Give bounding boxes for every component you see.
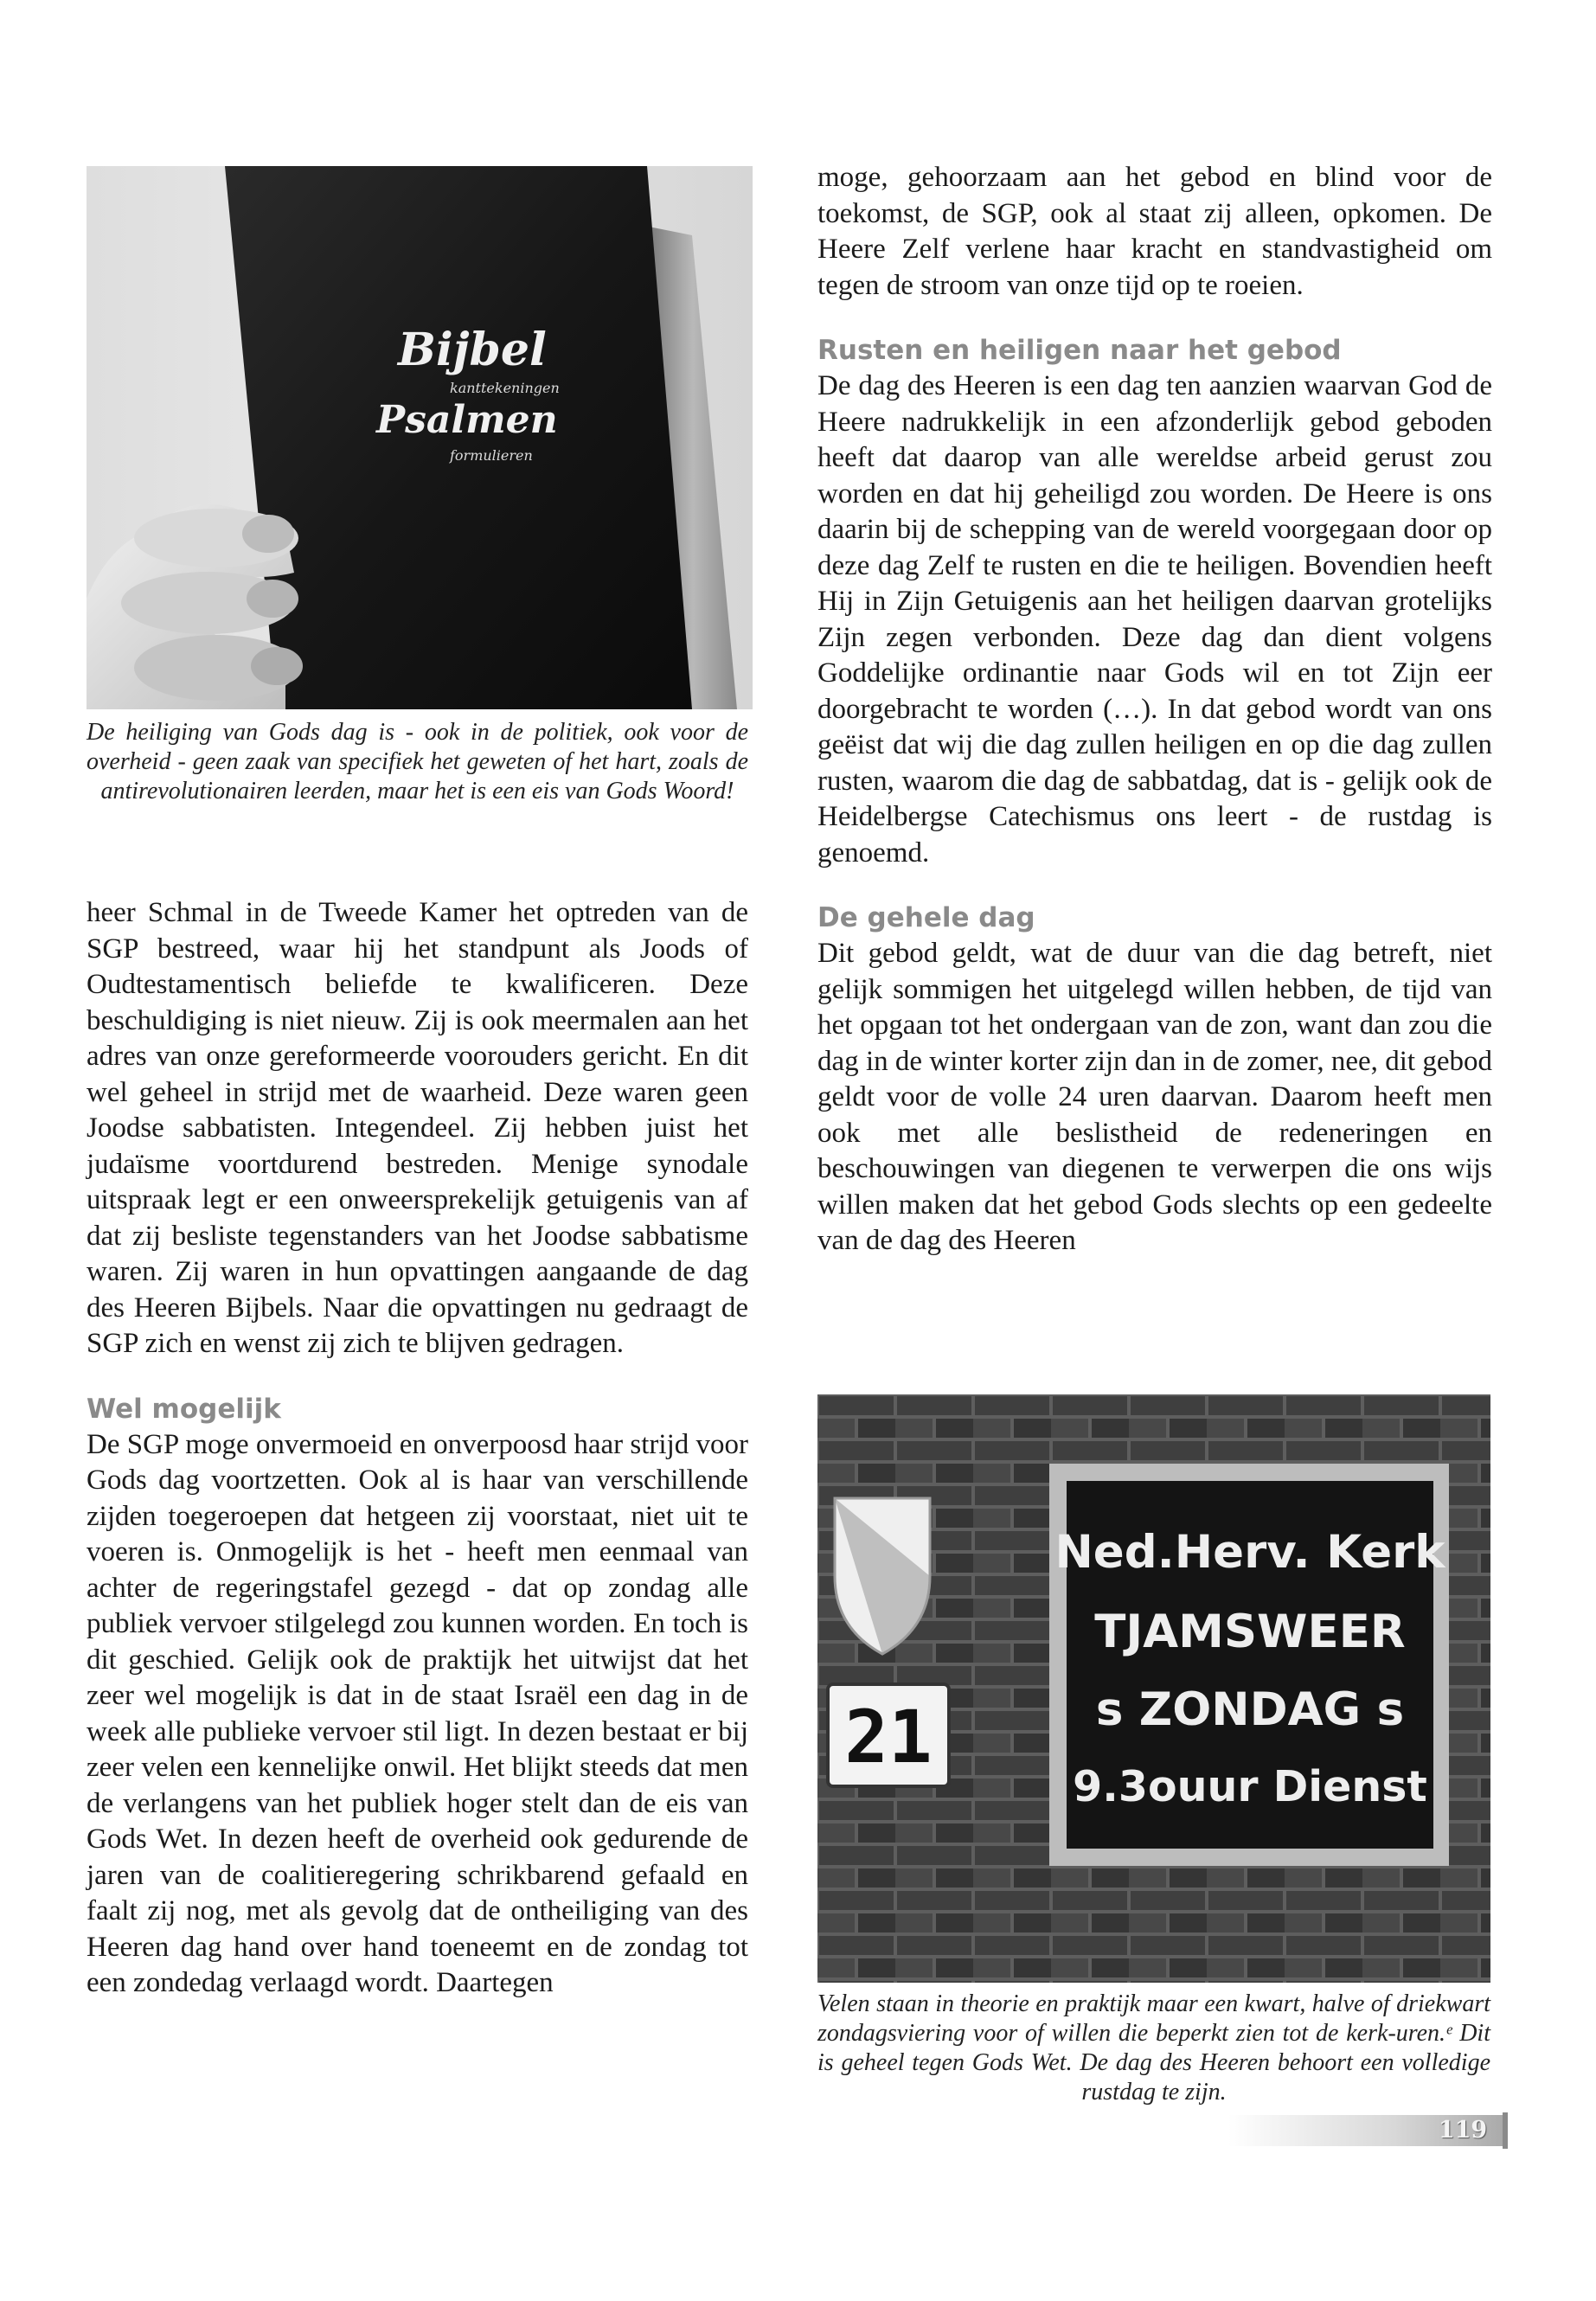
church-sign-board — [1049, 1464, 1449, 1866]
bible-photo-caption: De heiliging van Gods dag is - ook in de politiek, ook voor de overheid - geen zaak van specifiek het geweten of het hart, zoals de antirevolutionairen leerden, maar het is een eis van Gods Woord! — [87, 719, 748, 804]
sign-line-4-text: 9.3ouur Dienst — [1073, 1762, 1427, 1811]
church-sign-photo — [817, 1394, 1490, 1983]
bible-illustration — [87, 166, 753, 709]
book-subtitle-1-text: kanttekeningen — [450, 380, 560, 396]
sign-line-1-text: Ned.Herv. Kerk — [1054, 1526, 1445, 1579]
page-number: 119 — [1438, 2117, 1488, 2144]
book-subtitle-2-text: formulieren — [450, 447, 533, 464]
sign-line-2-text: TJAMSWEER — [1094, 1606, 1406, 1658]
heading-de-gehele-dag: De gehele dag — [817, 902, 1035, 933]
right-paragraph-2: De dag des Heeren is een dag ten aanzien waarvan God de Heere nadrukkelijk in een afzonderlijk gebod geboden heeft dat daarop van alle wereldse arbeid gerust zou worden en dat hij geheiligd zou worden. De Heere is ons daarin bij de schepping van de wereld voorgegaan door op deze dag Zelf te rusten en die te heiligen. Bovendien heeft Hij in Zijn Getuigenis aan het heiligen daarvan grotelijks Zijn zegen verbonden. Deze dag dan dient volgens Goddelijke ordinantie naar Gods wil en tot Zijn eer doorgebracht te worden (…). In dat gebod wordt van ons geëist dat wij die dag zullen heiligen en op die dag zullen rusten, waarom die dag de sabbatdag, dat is - gelijk ook de Heidelbergse Catechismus ons leert - de rustdag is genoemd. — [817, 370, 1492, 868]
church-sign-illustration — [817, 1394, 1490, 1983]
book-title-2-text: Psalmen — [376, 398, 558, 442]
left-paragraph-1: heer Schmal in de Tweede Kamer het optreden van de SGP bestreed, waar hij het standpunt als Joods of Oudtestamentisch beliefde te kwalificeren. Deze beschuldiging is niet nieuw. Zij is ook meermalen aan het adres van onze gereformeerde voorouders gericht. En dit wel geheel in strijd met de waarheid. Deze waren geen Joodse sabbatisten. Integendeel. Zij hebben juist het judaïsme voortdurend bestreden. Menige synodale uitspraak legt er een onweersprekelijk getuigenis van af dat zij besliste tegenstanders van het Joodse sabbatisme waren. Zij waren in hun opvattingen aangaande de dag des Heeren Bijbels. Naar die opvattingen nu gedraagt de SGP zich en wenst zij zich te blijven gedragen. — [87, 897, 748, 1359]
heading-rusten-en-heiligen: Rusten en heiligen naar het gebod — [817, 335, 1342, 366]
heading-wel-mogelijk: Wel mogelijk — [87, 1393, 281, 1425]
house-number-text: 21 — [844, 1695, 933, 1779]
house-number-plate — [828, 1684, 949, 1786]
sign-line-3-text: s ZONDAG s — [1095, 1683, 1405, 1736]
bible-photo — [87, 166, 753, 709]
left-column — [87, 895, 748, 2002]
book-title-text: Bijbel — [398, 324, 547, 376]
church-sign-caption: Velen staan in theorie en praktijk maar een kwart, halve of driekwart zondagsviering voor of willen die beperkt zien tot de kerk-uren.ᵉ Dit is geheel tegen Gods Wet. De dag des Heeren behoort een volledige rustdag te zijn. — [817, 1990, 1490, 2106]
left-paragraph-2: De SGP moge onvermoeid en onverpoosd haar strijd voor Gods dag voortzetten. Ook al is haar van verschillende zijden toegeroepen dat hetgeen zij voorstaat, niet uit te voeren is. Onmogelijk is het - heeft men eenmaal van achter de regeringstafel gezegd - dat op zondag alle publiek vervoer stilgelegd zou kunnen worden. En toch is dit geschied. Gelijk ook de praktijk het uitwijst dat het zeer wel mogelijk is dat in de staat Israël een dag in de week alle publieke vervoer stil ligt. In dezen bestaat er bij zeer velen een kennelijke onwil. Het blijkt steeds dat men de verlangens van het publiek hoger stelt dan de eis van Gods Wet. In dezen heeft de overheid ook gedurende de jaren van de coalitieregering schrikbarend gefaald en faalt zij nog, met als gevolg dat de ontheiliging van des Heeren dag hand over hand toeneemt en de zondag tot een zondedag verlaagd wordt. Daartegen — [87, 1428, 748, 1998]
right-paragraph-1: moge, gehoorzaam aan het gebod en blind voor de toekomst, de SGP, ook al staat zij alleen, opkomen. De Heere Zelf verlene haar kracht en standvastigheid om tegen de stroom van onze tijd op te roeien. — [817, 162, 1492, 301]
page-number-rule — [1503, 2112, 1508, 2149]
right-column — [817, 160, 1492, 1259]
right-paragraph-3: Dit gebod geldt, wat de duur van die dag betreft, niet gelijk sommigen het uitgelegd willen hebben, de tijd van het opgaan tot het ondergaan van de zon, want dan zou die dag in de winter korter zijn dan in de zomer, nee, dit gebod geldt voor de volle 24 uren daarvan. Daarom heeft men ook met alle beslistheid de redeneringen en beschouwingen van diegenen te verwerpen die ons wijs willen maken dat het gebod Gods slechts op een gedeelte van de dag des Heeren — [817, 938, 1492, 1256]
